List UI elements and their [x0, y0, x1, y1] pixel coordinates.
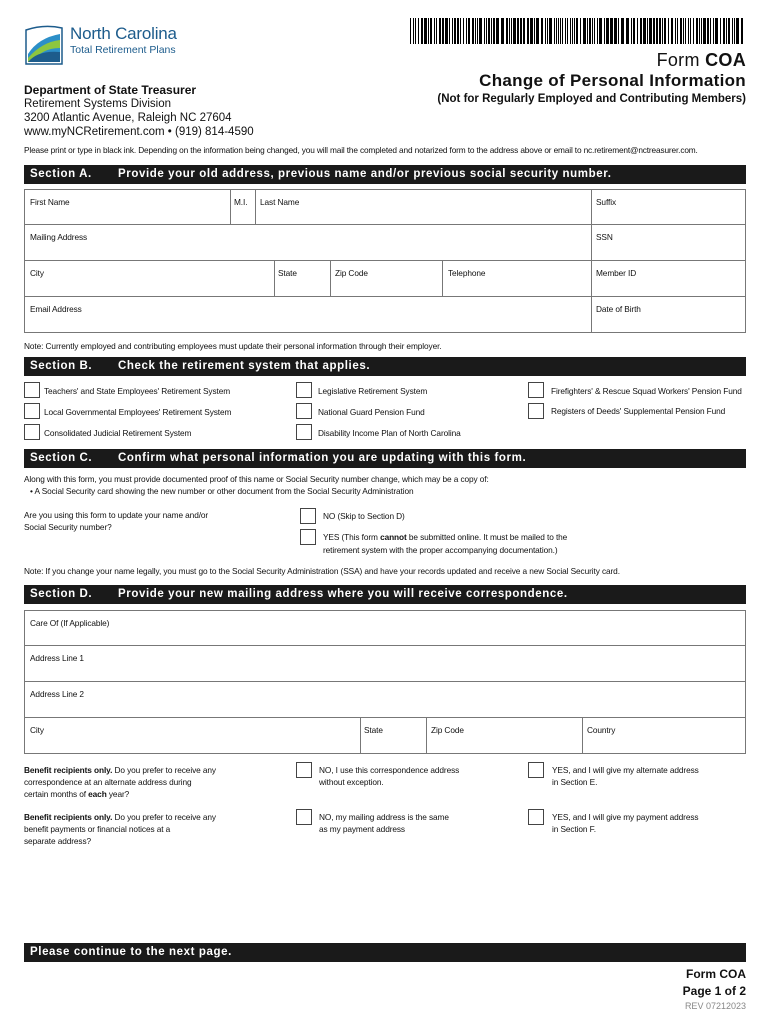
payment-address-question-line3: separate address?	[24, 836, 92, 846]
firefighters-checkbox[interactable]	[528, 382, 544, 398]
payment-address-no-label: NO, my mailing address is the same	[319, 812, 449, 822]
form-code-value: COA	[705, 50, 746, 70]
section-a-title: Provide your old address, previous name and/or previous social security number.	[118, 168, 612, 180]
dob-label: Date of Birth	[596, 304, 641, 314]
tsers-checkbox[interactable]	[24, 382, 40, 398]
page-number: Page 1 of 2	[682, 984, 746, 998]
logo-subtitle: Total Retirement Plans	[70, 44, 176, 56]
registers-checkbox[interactable]	[528, 403, 544, 419]
payment-address-yes-label: YES, and I will give my payment address	[552, 812, 699, 822]
city-row	[24, 261, 746, 297]
ssn-label: SSN	[596, 232, 613, 242]
footer-form-code: Form COA	[686, 967, 746, 981]
alt-address-no-label: NO, I use this correspondence address	[319, 765, 460, 775]
nctrp-logo	[24, 24, 184, 68]
member-id-label: Member ID	[596, 268, 637, 278]
mi-label: M.I.	[234, 197, 248, 207]
name-ssn-yes-label-2: retirement system with the proper accompanying documentation.)	[323, 545, 558, 555]
alt-address-yes-label: YES, and I will give my alternate address	[552, 765, 699, 775]
payment-address-question-line2: benefit payments or financial notices at a	[24, 824, 171, 834]
cjrs-label: Consolidated Judicial Retirement System	[44, 428, 192, 438]
email-row	[24, 297, 746, 333]
new-zip-label: Zip Code	[431, 725, 464, 735]
address1-row	[24, 646, 746, 682]
name-ssn-question-line2: Social Security number?	[24, 522, 112, 532]
logo-mark-icon	[24, 24, 64, 66]
section-b-title: Check the retirement system that applies.	[118, 360, 371, 372]
country-label: Country	[587, 725, 616, 735]
division-name: Retirement Systems Division	[24, 98, 171, 110]
zip-label: Zip Code	[335, 268, 368, 278]
national-guard-label: National Guard Pension Fund	[318, 407, 425, 417]
instructions-text: Please print or type in black ink. Depending on the information being changed, you will mail the completed and notarized form to the address above or email to nc.retirement@nctreasurer.com.	[24, 145, 698, 155]
city-label: City	[30, 268, 44, 278]
section-d-label: Section D.	[30, 588, 93, 600]
alt-address-question-line3: certain months of each year?	[24, 789, 130, 799]
last-name-label: Last Name	[260, 197, 300, 207]
care-of-row	[24, 610, 746, 646]
alt-address-no-label-2: without exception.	[319, 777, 384, 787]
care-of-label: Care Of (If Applicable)	[30, 618, 110, 628]
name-ssn-no-label: NO (Skip to Section D)	[323, 511, 405, 521]
mailing-address-label: Mailing Address	[30, 232, 88, 242]
department-name: Department of State Treasurer	[24, 83, 197, 97]
alt-address-question-line1: Benefit recipients only. Do you prefer to receive any	[24, 765, 216, 775]
section-a-header	[24, 165, 746, 184]
form-label: Form	[656, 50, 700, 70]
page-subtitle: (Not for Regularly Employed and Contributing Members)	[437, 93, 746, 105]
section-c-label: Section C.	[30, 452, 93, 464]
new-city-row	[24, 718, 746, 754]
new-city-label: City	[30, 725, 44, 735]
payment-address-no-label-2: as my payment address	[319, 824, 405, 834]
alt-address-yes-label-2: in Section E.	[552, 777, 598, 787]
continue-text: Please continue to the next page.	[30, 946, 232, 958]
name-ssn-question-line1: Are you using this form to update your name and/or	[24, 510, 209, 520]
registers-label: Registers of Deeds' Supplemental Pension Fund	[551, 406, 726, 416]
first-name-label: First Name	[30, 197, 70, 207]
name-ssn-yes-checkbox[interactable]	[300, 529, 316, 545]
mailing-address-row	[24, 225, 746, 261]
section-b-label: Section B.	[30, 360, 93, 372]
section-c-intro: Along with this form, you must provide documented proof of this name or Social Security number change, which may be a copy of:	[24, 474, 489, 484]
telephone-label: Telephone	[448, 268, 486, 278]
barcode-icon	[410, 18, 744, 44]
state-label: State	[278, 268, 297, 278]
section-c-note: Note: If you change your name legally, you must go to the Social Security Administration (SSA) and have your records updated and receive a new Social Security card.	[24, 566, 620, 576]
section-c-title: Confirm what personal information you are updating with this form.	[118, 452, 527, 464]
revision-code: REV 07212023	[684, 1001, 746, 1011]
alt-address-yes-checkbox[interactable]	[528, 762, 544, 778]
payment-address-question-line1: Benefit recipients only. Do you prefer to receive any	[24, 812, 216, 822]
email-label: Email Address	[30, 304, 82, 314]
national-guard-checkbox[interactable]	[296, 403, 312, 419]
suffix-label: Suffix	[596, 197, 617, 207]
legislative-checkbox[interactable]	[296, 382, 312, 398]
section-c-bullet: • A Social Security card showing the new number or other document from the Social Security Administration	[30, 486, 414, 496]
lgers-checkbox[interactable]	[24, 403, 40, 419]
website-phone: www.myNCRetirement.com • (919) 814-4590	[24, 126, 254, 138]
continue-banner	[24, 943, 746, 962]
dipnc-checkbox[interactable]	[296, 424, 312, 440]
alt-address-question-line2: correspondence at an alternate address during	[24, 777, 192, 787]
legislative-label: Legislative Retirement System	[318, 386, 428, 396]
section-a-label: Section A.	[30, 168, 92, 180]
section-d-title: Provide your new mailing address where you will receive correspondence.	[118, 588, 568, 600]
new-state-label: State	[364, 725, 383, 735]
first-name-row	[24, 189, 746, 225]
form-code	[657, 50, 746, 71]
payment-address-yes-checkbox[interactable]	[528, 809, 544, 825]
alt-address-no-checkbox[interactable]	[296, 762, 312, 778]
cjrs-checkbox[interactable]	[24, 424, 40, 440]
mailing-address-text: 3200 Atlantic Avenue, Raleigh NC 27604	[24, 112, 232, 124]
lgers-label: Local Governmental Employees' Retirement System	[44, 407, 232, 417]
address2-label: Address Line 2	[30, 689, 84, 699]
section-c-header	[24, 449, 746, 468]
section-d-header	[24, 585, 746, 604]
address1-label: Address Line 1	[30, 653, 84, 663]
dipnc-label: Disability Income Plan of North Carolina	[318, 428, 461, 438]
logo-title: North Carolina	[70, 24, 177, 43]
page-title: Change of Personal Information	[479, 71, 746, 90]
payment-address-no-checkbox[interactable]	[296, 809, 312, 825]
name-ssn-yes-label: YES (This form cannot be submitted online. It must be mailed to the	[323, 532, 568, 542]
address2-row	[24, 682, 746, 718]
section-a-note: Note: Currently employed and contributing employees must update their personal information through their employer.	[24, 341, 442, 351]
tsers-label: Teachers' and State Employees' Retirement System	[44, 386, 231, 396]
payment-address-yes-label-2: in Section F.	[552, 824, 596, 834]
firefighters-label: Firefighters' & Rescue Squad Workers' Pension Fund	[551, 386, 742, 396]
section-b-header	[24, 357, 746, 376]
name-ssn-no-checkbox[interactable]	[300, 508, 316, 524]
